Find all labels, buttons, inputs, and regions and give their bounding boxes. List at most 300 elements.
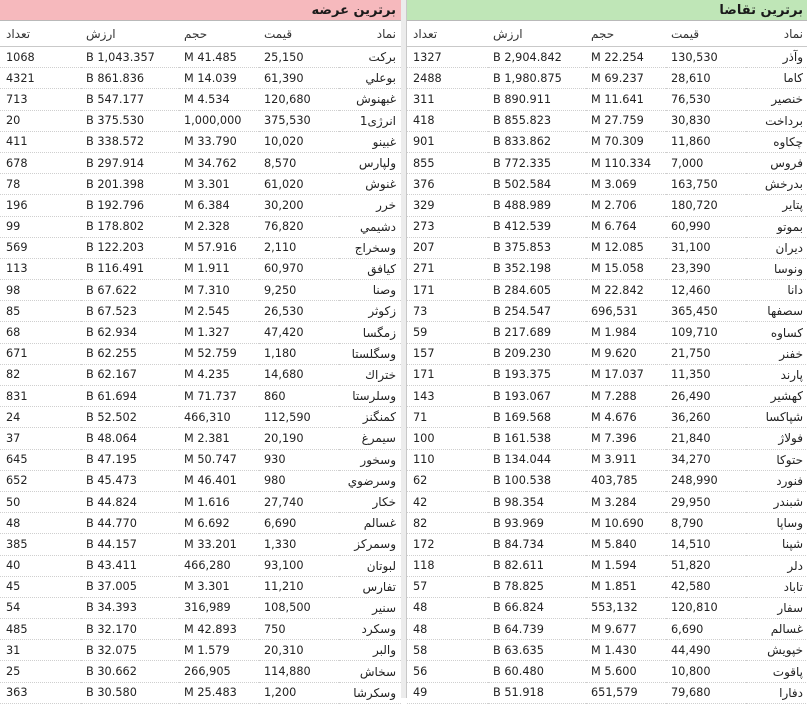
- table-row[interactable]: [407, 343, 807, 364]
- volume-cell: 52.759 M: [179, 343, 259, 364]
- table-row[interactable]: [0, 280, 401, 301]
- symbol-cell[interactable]: خکار: [339, 491, 401, 512]
- volume-cell: 1,000,000: [179, 110, 259, 131]
- symbol-cell[interactable]: بوعلي: [339, 68, 401, 89]
- symbol-cell[interactable]: ولپارس: [339, 152, 401, 173]
- value-cell: 122.203 B: [81, 237, 179, 258]
- table-row[interactable]: [407, 534, 807, 555]
- price-cell: 26,530: [259, 301, 339, 322]
- table-row[interactable]: [0, 534, 401, 555]
- value-cell: 60.480 B: [488, 661, 586, 682]
- volume-cell: 4.676 M: [586, 407, 666, 428]
- volume-cell: 42.893 M: [179, 619, 259, 640]
- value-cell: 338.572 B: [81, 131, 179, 152]
- price-cell: 28,610: [666, 68, 746, 89]
- volume-cell: 1.616 M: [179, 491, 259, 512]
- volume-cell: 3.301 M: [179, 174, 259, 195]
- count-cell: 48: [407, 597, 488, 618]
- table-row[interactable]: [407, 195, 807, 216]
- symbol-cell[interactable]: دلر: [746, 555, 807, 576]
- table-row[interactable]: [0, 364, 401, 385]
- table-row[interactable]: [0, 619, 401, 640]
- count-cell: 645: [0, 449, 81, 470]
- volume-cell: 466,310: [179, 407, 259, 428]
- table-row[interactable]: [407, 237, 807, 258]
- table-row[interactable]: [407, 131, 807, 152]
- symbol-cell[interactable]: برداخت: [746, 110, 807, 131]
- symbol-cell[interactable]: کمنگنز: [339, 407, 401, 428]
- price-cell: 60,990: [666, 216, 746, 237]
- value-cell: 547.177 B: [81, 89, 179, 110]
- symbol-cell[interactable]: غبينو: [339, 131, 401, 152]
- panel-title: برترین عرضه: [0, 0, 401, 21]
- count-cell: 98: [0, 280, 81, 301]
- symbol-cell[interactable]: کساوه: [746, 322, 807, 343]
- symbol-cell[interactable]: وسخور: [339, 449, 401, 470]
- price-cell: 112,590: [259, 407, 339, 428]
- table-row[interactable]: [407, 576, 807, 597]
- table-row[interactable]: [0, 682, 401, 703]
- volume-cell: 12.085 M: [586, 237, 666, 258]
- value-cell: 63.635 B: [488, 640, 586, 661]
- table-row[interactable]: [407, 47, 807, 68]
- price-cell: 23,390: [666, 258, 746, 279]
- top-demand-table: [407, 21, 807, 704]
- count-cell: 1327: [407, 47, 488, 68]
- value-cell: 100.538 B: [488, 470, 586, 491]
- price-cell: 10,800: [666, 661, 746, 682]
- table-row[interactable]: [407, 407, 807, 428]
- value-cell: 44.824 B: [81, 491, 179, 512]
- header-volume[interactable]: حجم: [179, 21, 259, 47]
- value-cell: 134.044 B: [488, 449, 586, 470]
- symbol-cell[interactable]: وسلرستا: [339, 386, 401, 407]
- symbol-cell[interactable]: بموتو: [746, 216, 807, 237]
- count-cell: 54: [0, 597, 81, 618]
- value-cell: 375.530 B: [81, 110, 179, 131]
- price-cell: 2,110: [259, 237, 339, 258]
- value-cell: 37.005 B: [81, 576, 179, 597]
- value-cell: 1,980.875 B: [488, 68, 586, 89]
- volume-cell: 696,531: [586, 301, 666, 322]
- value-cell: 217.689 B: [488, 322, 586, 343]
- count-cell: 831: [0, 386, 81, 407]
- value-cell: 82.611 B: [488, 555, 586, 576]
- value-cell: 30.662 B: [81, 661, 179, 682]
- price-cell: 14,680: [259, 364, 339, 385]
- volume-cell: 1.851 M: [586, 576, 666, 597]
- price-cell: 180,720: [666, 195, 746, 216]
- volume-cell: 14.039 M: [179, 68, 259, 89]
- symbol-cell[interactable]: والبر: [339, 640, 401, 661]
- table-row[interactable]: [0, 407, 401, 428]
- value-cell: 375.853 B: [488, 237, 586, 258]
- value-cell: 61.694 B: [81, 386, 179, 407]
- table-row[interactable]: [0, 68, 401, 89]
- panel-title: برترین تقاضا: [407, 0, 807, 21]
- symbol-cell[interactable]: زمگسا: [339, 322, 401, 343]
- count-cell: 57: [407, 576, 488, 597]
- symbol-cell[interactable]: پارند: [746, 364, 807, 385]
- symbol-cell[interactable]: ختراك: [339, 364, 401, 385]
- symbol-cell[interactable]: وسخراج: [339, 237, 401, 258]
- volume-cell: 33.790 M: [179, 131, 259, 152]
- symbol-cell[interactable]: دانا: [746, 280, 807, 301]
- count-cell: 385: [0, 534, 81, 555]
- count-cell: 713: [0, 89, 81, 110]
- table-row[interactable]: [0, 47, 401, 68]
- symbol-cell[interactable]: فولاژ: [746, 428, 807, 449]
- symbol-cell[interactable]: بدرخش: [746, 174, 807, 195]
- count-cell: 418: [407, 110, 488, 131]
- table-row[interactable]: [0, 110, 401, 131]
- count-cell: 40: [0, 555, 81, 576]
- table-row[interactable]: [407, 449, 807, 470]
- table-row[interactable]: [407, 258, 807, 279]
- symbol-cell[interactable]: سفار: [746, 597, 807, 618]
- value-cell: 64.739 B: [488, 619, 586, 640]
- price-cell: 1,180: [259, 343, 339, 364]
- price-cell: 11,860: [666, 131, 746, 152]
- top-demand-panel: [406, 0, 807, 698]
- table-row[interactable]: [0, 597, 401, 618]
- table-row[interactable]: [0, 640, 401, 661]
- price-cell: 248,990: [666, 470, 746, 491]
- table-row[interactable]: [0, 576, 401, 597]
- table-row[interactable]: [407, 555, 807, 576]
- symbol-cell[interactable]: برکت: [339, 47, 401, 68]
- count-cell: 110: [407, 449, 488, 470]
- table-row[interactable]: [407, 216, 807, 237]
- header-count[interactable]: تعداد: [407, 21, 488, 47]
- volume-cell: 316,989: [179, 597, 259, 618]
- volume-cell: 2.706 M: [586, 195, 666, 216]
- table-row[interactable]: [407, 428, 807, 449]
- symbol-cell[interactable]: ديران: [746, 237, 807, 258]
- value-cell: 78.825 B: [488, 576, 586, 597]
- header-count[interactable]: تعداد: [0, 21, 81, 47]
- value-cell: 44.770 B: [81, 513, 179, 534]
- table-row[interactable]: [0, 322, 401, 343]
- volume-cell: 33.201 M: [179, 534, 259, 555]
- volume-cell: 70.309 M: [586, 131, 666, 152]
- value-cell: 201.398 B: [81, 174, 179, 195]
- value-cell: 772.335 B: [488, 152, 586, 173]
- table-row[interactable]: [0, 386, 401, 407]
- price-cell: 8,790: [666, 513, 746, 534]
- value-cell: 193.375 B: [488, 364, 586, 385]
- table-row[interactable]: [407, 364, 807, 385]
- count-cell: 652: [0, 470, 81, 491]
- value-cell: 93.969 B: [488, 513, 586, 534]
- value-cell: 48.064 B: [81, 428, 179, 449]
- price-cell: 750: [259, 619, 339, 640]
- table-row[interactable]: [407, 322, 807, 343]
- table-row[interactable]: [407, 619, 807, 640]
- symbol-cell[interactable]: دفارا: [746, 682, 807, 703]
- symbol-cell[interactable]: غنوش: [339, 174, 401, 195]
- count-cell: 82: [407, 513, 488, 534]
- volume-cell: 1.579 M: [179, 640, 259, 661]
- table-row[interactable]: [0, 449, 401, 470]
- symbol-cell[interactable]: کيافق: [339, 258, 401, 279]
- symbol-cell[interactable]: شبندر: [746, 491, 807, 512]
- price-cell: 42,580: [666, 576, 746, 597]
- symbol-cell[interactable]: کاما: [746, 68, 807, 89]
- header-price[interactable]: قیمت: [259, 21, 339, 47]
- price-cell: 120,680: [259, 89, 339, 110]
- volume-cell: 403,785: [586, 470, 666, 491]
- count-cell: 113: [0, 258, 81, 279]
- symbol-cell[interactable]: چکاوه: [746, 131, 807, 152]
- volume-cell: 57.916 M: [179, 237, 259, 258]
- table-row[interactable]: [407, 89, 807, 110]
- volume-cell: 5.600 M: [586, 661, 666, 682]
- value-cell: 193.067 B: [488, 386, 586, 407]
- value-cell: 84.734 B: [488, 534, 586, 555]
- value-cell: 43.411 B: [81, 555, 179, 576]
- top-supply-panel: [0, 0, 402, 698]
- count-cell: 363: [0, 682, 81, 703]
- table-row[interactable]: [0, 661, 401, 682]
- table-row[interactable]: [407, 661, 807, 682]
- header-symbol[interactable]: نماد: [746, 21, 807, 47]
- table-row[interactable]: [0, 491, 401, 512]
- symbol-cell[interactable]: خرر: [339, 195, 401, 216]
- volume-cell: 3.301 M: [179, 576, 259, 597]
- value-cell: 254.547 B: [488, 301, 586, 322]
- count-cell: 45: [0, 576, 81, 597]
- symbol-cell[interactable]: کهشير: [746, 386, 807, 407]
- count-cell: 85: [0, 301, 81, 322]
- volume-cell: 4.534 M: [179, 89, 259, 110]
- symbol-cell[interactable]: خپويش: [746, 640, 807, 661]
- price-cell: 79,680: [666, 682, 746, 703]
- table-row[interactable]: [0, 555, 401, 576]
- symbol-cell[interactable]: غسالم: [339, 513, 401, 534]
- volume-cell: 3.911 M: [586, 449, 666, 470]
- table-row[interactable]: [407, 682, 807, 703]
- price-cell: 25,150: [259, 47, 339, 68]
- table-header-row: [0, 21, 401, 47]
- count-cell: 172: [407, 534, 488, 555]
- count-cell: 42: [407, 491, 488, 512]
- value-cell: 352.198 B: [488, 258, 586, 279]
- count-cell: 4321: [0, 68, 81, 89]
- table-row[interactable]: [0, 470, 401, 491]
- symbol-cell[interactable]: پاقوت: [746, 661, 807, 682]
- price-cell: 7,000: [666, 152, 746, 173]
- symbol-cell[interactable]: زکوثر: [339, 301, 401, 322]
- symbol-cell[interactable]: خفنر: [746, 343, 807, 364]
- symbol-cell[interactable]: پتاير: [746, 195, 807, 216]
- symbol-cell[interactable]: وسمرکز: [339, 534, 401, 555]
- value-cell: 412.539 B: [488, 216, 586, 237]
- volume-cell: 6.384 M: [179, 195, 259, 216]
- value-cell: 855.823 B: [488, 110, 586, 131]
- table-row[interactable]: [407, 110, 807, 131]
- symbol-cell[interactable]: سيمرغ: [339, 428, 401, 449]
- price-cell: 93,100: [259, 555, 339, 576]
- header-value[interactable]: ارزش: [488, 21, 586, 47]
- price-cell: 9,250: [259, 280, 339, 301]
- price-cell: 120,810: [666, 597, 746, 618]
- volume-cell: 266,905: [179, 661, 259, 682]
- table-row[interactable]: [0, 152, 401, 173]
- table-row[interactable]: [407, 597, 807, 618]
- header-symbol[interactable]: نماد: [339, 21, 401, 47]
- symbol-cell[interactable]: وسکرد: [339, 619, 401, 640]
- table-row[interactable]: [0, 237, 401, 258]
- volume-cell: 50.747 M: [179, 449, 259, 470]
- price-cell: 34,270: [666, 449, 746, 470]
- table-row[interactable]: [0, 343, 401, 364]
- volume-cell: 69.237 M: [586, 68, 666, 89]
- volume-cell: 9.677 M: [586, 619, 666, 640]
- symbol-cell[interactable]: شپنا: [746, 534, 807, 555]
- symbol-cell[interactable]: فروس: [746, 152, 807, 173]
- value-cell: 32.075 B: [81, 640, 179, 661]
- symbol-cell[interactable]: سصفها: [746, 301, 807, 322]
- count-cell: 901: [407, 131, 488, 152]
- count-cell: 24: [0, 407, 81, 428]
- table-row[interactable]: [407, 301, 807, 322]
- volume-cell: 110.334 M: [586, 152, 666, 173]
- header-volume[interactable]: حجم: [586, 21, 666, 47]
- count-cell: 49: [407, 682, 488, 703]
- symbol-cell[interactable]: غسالم: [746, 619, 807, 640]
- value-cell: 178.802 B: [81, 216, 179, 237]
- count-cell: 196: [0, 195, 81, 216]
- symbol-cell[interactable]: وصنا: [339, 280, 401, 301]
- count-cell: 62: [407, 470, 488, 491]
- count-cell: 273: [407, 216, 488, 237]
- value-cell: 62.167 B: [81, 364, 179, 385]
- price-cell: 12,460: [666, 280, 746, 301]
- symbol-cell[interactable]: سخاش: [339, 661, 401, 682]
- table-row[interactable]: [0, 131, 401, 152]
- symbol-cell[interactable]: وسکرشا: [339, 682, 401, 703]
- volume-cell: 553,132: [586, 597, 666, 618]
- symbol-cell[interactable]: غبهنوش: [339, 89, 401, 110]
- price-cell: 11,210: [259, 576, 339, 597]
- volume-cell: 1.327 M: [179, 322, 259, 343]
- symbol-cell[interactable]: انرژی1: [339, 110, 401, 131]
- symbol-cell[interactable]: وسرضوي: [339, 470, 401, 491]
- volume-cell: 25.483 M: [179, 682, 259, 703]
- header-value[interactable]: ارزش: [81, 21, 179, 47]
- value-cell: 34.393 B: [81, 597, 179, 618]
- symbol-cell[interactable]: وساپا: [746, 513, 807, 534]
- table-row[interactable]: [0, 174, 401, 195]
- table-row[interactable]: [0, 301, 401, 322]
- volume-cell: 71.737 M: [179, 386, 259, 407]
- symbol-cell[interactable]: خنصير: [746, 89, 807, 110]
- table-row[interactable]: [407, 491, 807, 512]
- volume-cell: 22.842 M: [586, 280, 666, 301]
- count-cell: 271: [407, 258, 488, 279]
- table-row[interactable]: [0, 216, 401, 237]
- table-row[interactable]: [407, 470, 807, 491]
- table-row[interactable]: [407, 280, 807, 301]
- symbol-cell[interactable]: تفارس: [339, 576, 401, 597]
- symbol-cell[interactable]: وآذر: [746, 47, 807, 68]
- symbol-cell[interactable]: تاباد: [746, 576, 807, 597]
- symbol-cell[interactable]: ونوسا: [746, 258, 807, 279]
- table-row[interactable]: [0, 428, 401, 449]
- price-cell: 130,530: [666, 47, 746, 68]
- value-cell: 67.523 B: [81, 301, 179, 322]
- value-cell: 44.157 B: [81, 534, 179, 555]
- price-cell: 27,740: [259, 491, 339, 512]
- table-row[interactable]: [407, 174, 807, 195]
- value-cell: 51.918 B: [488, 682, 586, 703]
- symbol-cell[interactable]: لبوتان: [339, 555, 401, 576]
- count-cell: 855: [407, 152, 488, 173]
- table-row[interactable]: [407, 152, 807, 173]
- volume-cell: 2.545 M: [179, 301, 259, 322]
- count-cell: 171: [407, 364, 488, 385]
- value-cell: 284.605 B: [488, 280, 586, 301]
- table-row[interactable]: [0, 513, 401, 534]
- count-cell: 48: [407, 619, 488, 640]
- count-cell: 207: [407, 237, 488, 258]
- value-cell: 45.473 B: [81, 470, 179, 491]
- header-price[interactable]: قیمت: [666, 21, 746, 47]
- count-cell: 485: [0, 619, 81, 640]
- volume-cell: 1.911 M: [179, 258, 259, 279]
- symbol-cell[interactable]: دشيمي: [339, 216, 401, 237]
- table-row[interactable]: [0, 258, 401, 279]
- table-row[interactable]: [407, 68, 807, 89]
- price-cell: 21,750: [666, 343, 746, 364]
- value-cell: 67.622 B: [81, 280, 179, 301]
- symbol-cell[interactable]: فنورد: [746, 470, 807, 491]
- price-cell: 20,310: [259, 640, 339, 661]
- table-body: [407, 47, 807, 704]
- price-cell: 51,820: [666, 555, 746, 576]
- symbol-cell[interactable]: وسگلستا: [339, 343, 401, 364]
- table-row[interactable]: [0, 195, 401, 216]
- count-cell: 37: [0, 428, 81, 449]
- count-cell: 118: [407, 555, 488, 576]
- table-row[interactable]: [407, 513, 807, 534]
- table-row[interactable]: [407, 640, 807, 661]
- volume-cell: 2.328 M: [179, 216, 259, 237]
- count-cell: 569: [0, 237, 81, 258]
- price-cell: 108,500: [259, 597, 339, 618]
- volume-cell: 46.401 M: [179, 470, 259, 491]
- price-cell: 980: [259, 470, 339, 491]
- value-cell: 62.255 B: [81, 343, 179, 364]
- count-cell: 50: [0, 491, 81, 512]
- price-cell: 6,690: [259, 513, 339, 534]
- value-cell: 161.538 B: [488, 428, 586, 449]
- value-cell: 890.911 B: [488, 89, 586, 110]
- value-cell: 52.502 B: [81, 407, 179, 428]
- volume-cell: 27.759 M: [586, 110, 666, 131]
- symbol-cell[interactable]: حتوکا: [746, 449, 807, 470]
- table-row[interactable]: [407, 386, 807, 407]
- table-body: [0, 47, 401, 704]
- symbol-cell[interactable]: شپاکسا: [746, 407, 807, 428]
- table-header-row: [407, 21, 807, 47]
- table-row[interactable]: [0, 89, 401, 110]
- price-cell: 61,390: [259, 68, 339, 89]
- price-cell: 30,200: [259, 195, 339, 216]
- count-cell: 78: [0, 174, 81, 195]
- symbol-cell[interactable]: سنير: [339, 597, 401, 618]
